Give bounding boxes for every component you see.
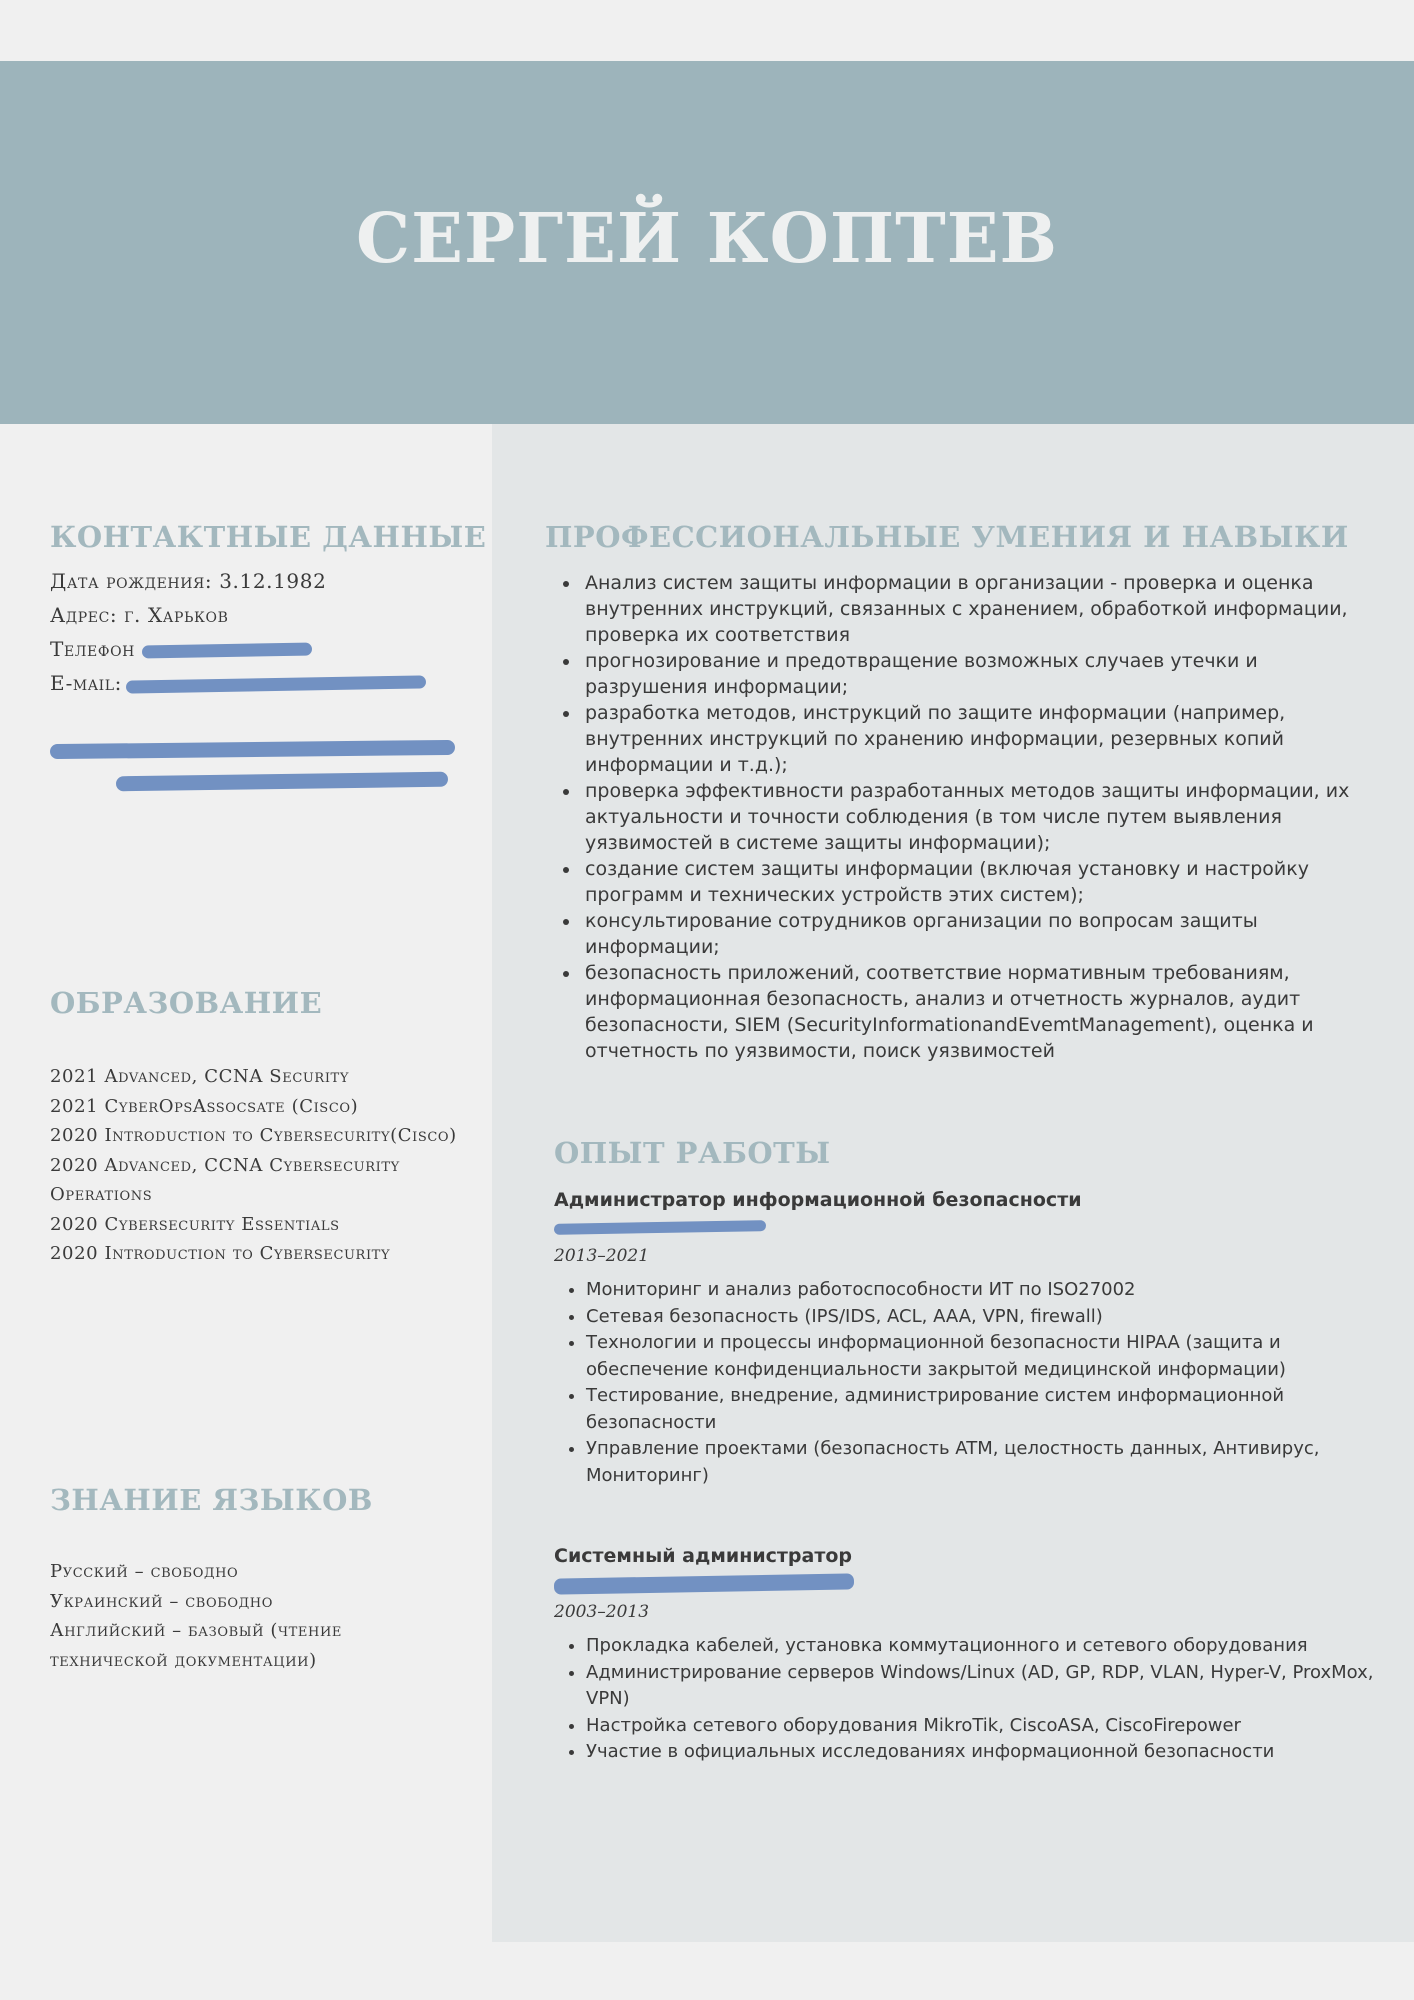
education-item: 2020 Introduction to Cybersecurity — [50, 1243, 391, 1264]
job-entry — [554, 1543, 1384, 1766]
skill-item: • прогнозирование и предотвращение возможных случаев утечки и разрушения информации; — [581, 648, 1385, 700]
contacts-title: КОНТАКТНЫЕ ДАННЫЕ — [50, 520, 487, 554]
job-duty: • Тестирование, внедрение, администрирование систем информационной безопасности — [586, 1383, 1384, 1436]
job-duty: • Администрирование серверов Windows/Linux (AD, GP, RDP, VLAN, Hyper-V, ProxMox, VPN) — [586, 1660, 1384, 1713]
language-item: Английский – базовый (чтение технической документации) — [50, 1620, 342, 1671]
education-item: 2021 Advanced, CCNA Security — [50, 1066, 350, 1087]
phone-label: Телефон — [50, 637, 135, 661]
job-duty: • Прокладка кабелей, установка коммутационного и сетевого оборудования — [586, 1633, 1384, 1660]
candidate-name: СЕРГЕЙ КОПТЕВ — [356, 198, 1058, 279]
skill-item: • консультирование сотрудников организации по вопросам защиты информации; — [581, 908, 1385, 960]
language-item: Русский – свободно — [50, 1561, 239, 1582]
languages-title: ЗНАНИЕ ЯЗЫКОВ — [50, 1483, 373, 1517]
redacted-link-line — [50, 740, 455, 759]
redacted-company — [554, 1573, 854, 1594]
skill-item: • проверка эффективности разработанных методов защиты информации, их актуальности и точности соблюдения (в том числе путем выявления уязвимостей в системе защиты информации); — [581, 778, 1385, 856]
education-item: 2021 CyberOpsAssocsate (Cisco) — [50, 1095, 359, 1117]
education-item: 2020 Introduction to Cybersecurity(Cisco) — [50, 1125, 457, 1146]
skill-item: • создание систем защиты информации (включая установку и настройку программ и технических устройств этих систем); — [581, 856, 1385, 908]
skills-title: ПРОФЕССИОНАЛЬНЫЕ УМЕНИЯ И НАВЫКИ — [545, 520, 1349, 554]
job-duty: • Мониторинг и анализ работоспособности ИТ по ISO27002 — [586, 1277, 1384, 1304]
education-title: ОБРАЗОВАНИЕ — [50, 986, 323, 1020]
company-line — [554, 1569, 1384, 1599]
education-item: 2020 Cybersecurity Essentials — [50, 1213, 340, 1235]
redacted-phone — [142, 643, 312, 659]
email — [50, 666, 460, 700]
language-item: Украинский – свободно — [50, 1590, 273, 1612]
email-label: E-mail: — [50, 671, 122, 695]
job-entry — [554, 1187, 1384, 1489]
job-dates: 2003–2013 — [554, 1602, 650, 1622]
contacts-block — [50, 564, 460, 700]
header-banner — [0, 61, 1414, 424]
address: Адрес: г. Харьков — [50, 603, 229, 627]
skill-item: • Анализ систем защиты информации в организации - проверка и оценка внутренних инструкций, связанных с хранением, обработкой информации, проверка их соответствия — [581, 570, 1385, 648]
job-duty: • Настройка сетевого оборудования MikroTik, CiscoASA, CiscoFirepower — [586, 1713, 1384, 1740]
redacted-email — [126, 675, 426, 693]
experience-title: ОПЫТ РАБОТЫ — [554, 1136, 831, 1170]
job-title: Администратор информационной безопасности — [554, 1189, 1082, 1211]
job-duty: • Сетевая безопасность (IPS/IDS, ACL, AAA, VPN, firewall) — [586, 1304, 1384, 1331]
redacted-company — [554, 1220, 766, 1235]
phone — [50, 632, 460, 666]
skill-item: • разработка методов, инструкций по защите информации (например, внутренних инструкций по хранению информации, резервных копий информации и т.д.); — [581, 700, 1385, 778]
job-duty: • Технологии и процессы информационной безопасности HIPAA (защита и обеспечение конфиденциальности закрытой медицинской информации) — [586, 1330, 1384, 1383]
birth-date: Дата рождения: 3.12.1982 — [50, 569, 327, 593]
job-dates: 2013–2021 — [554, 1246, 650, 1266]
job-duty: • Управление проектами (безопасность ATM, целостность данных, Антивирус, Мониторинг) — [586, 1436, 1384, 1489]
education-list — [50, 1062, 460, 1269]
company-line — [554, 1213, 1384, 1243]
skills-list — [555, 570, 1385, 1064]
job-title: Системный администратор — [554, 1545, 852, 1567]
languages-list — [50, 1557, 460, 1675]
job-duty: • Участие в официальных исследованиях информационной безопасности — [586, 1739, 1384, 1766]
skill-item: • безопасность приложений, соответствие нормативным требованиям, информационная безопасность, анализ и отчетность журналов, аудит безопасности, SIEM (SecurityInformationandEvemtManagement), оценка и отчетность по уязвимости, поиск уязвимостей — [581, 960, 1385, 1064]
redacted-link-line — [116, 772, 448, 792]
education-item: 2020 Advanced, CCNA Cybersecurity Operations — [50, 1154, 400, 1205]
